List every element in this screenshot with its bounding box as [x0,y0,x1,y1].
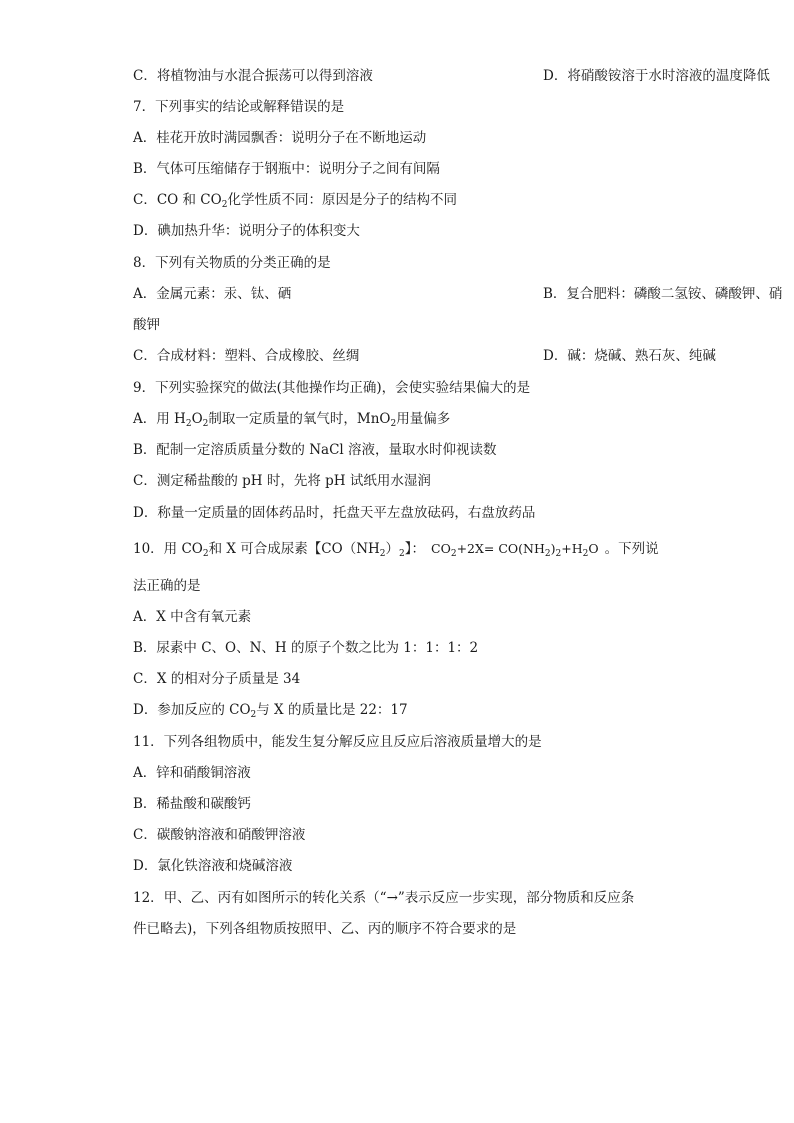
q8-options-ab [133,285,783,303]
q10-stem-cont: 法正确的是 [133,578,201,594]
q11-option-c: C．碳酸钠溶液和硝酸钾溶液 [133,827,306,843]
q8-option-b-cont: 酸钾 [133,317,160,333]
q8-option-c: C．合成材料：塑料、合成橡胶、丝绸 [133,348,360,364]
q8-options-cd [133,347,716,365]
q9-option-d: D．称量一定质量的固体药品时，托盘天平左盘放砝码，右盘放药品 [133,505,536,521]
q12-stem-cont: 件已略去)，下列各组物质按照甲、乙、丙的顺序不符合要求的是 [133,921,517,937]
q10-option-c: C．X 的相对分子质量是 34 [133,671,301,687]
q7-stem: 7．下列事实的结论或解释错误的是 [133,99,345,115]
q11-option-b: B．稀盐酸和碳酸钙 [133,796,251,812]
q7-option-d: D．碘加热升华：说明分子的体积变大 [133,223,360,239]
q8-stem: 8．下列有关物质的分类正确的是 [133,255,331,271]
q7-option-c: C．CO 和 $CO_2$化学性质不同：原因是分子的结构不同 [133,192,457,210]
q8-option-d: D．碱：烧碱、熟石灰、纯碱 [543,348,716,364]
q6-option-c: C．将植物油与水混合振荡可以得到溶液 [133,68,373,84]
q9-option-c: C．测定稀盐酸的 pH 时，先将 pH 试纸用水湿润 [133,473,431,489]
q10-option-b: B．尿素中 C、O、N、H 的原子个数之比为 1：1：1：2 [133,640,479,656]
q6-option-d: D．将硝酸铵溶于水时溶液的温度降低 [543,68,770,84]
q7-option-a: A．桂花开放时满园飘香：说明分子在不断地运动 [133,130,427,146]
q9-option-b: B．配制一定溶质质量分数的 NaCl 溶液，量取水时仰视读数 [133,442,497,458]
q9-stem: 9．下列实验探究的做法(其他操作均正确)，会使实验结果偏大的是 [133,380,531,396]
q10-equation: $CO_2+2X= CO(NH_2)_2+H_2O$ [431,541,599,559]
q11-option-a: A．锌和硝酸铜溶液 [133,765,251,781]
q10-option-d: D．参加反应的 $CO_2$与 X 的质量比是 22：17 [133,702,408,720]
q7-option-b: B．气体可压缩储存于钢瓶中：说明分子之间有间隔 [133,161,440,177]
q8-option-b: B．复合肥料：磷酸二氢铵、磷酸钾、硝 [543,286,783,302]
q11-stem: 11．下列各组物质中，能发生复分解反应且反应后溶液质量增大的是 [133,734,542,750]
q9-option-a: A．用 $H_2O_2$制取一定质量的氧气时，MnO$_2$用量偏多 [133,411,451,429]
q8-option-a: A．金属元素：汞、钛、硒 [133,286,292,302]
q10-option-a: A．X 中含有氧元素 [133,609,252,625]
q10-stem: 10．用 $CO_2$和 X 可合成尿素【$CO(NH_2)_2$】： $CO_2+2X= CO(NH_2)_2+H_2O$ 。下列说 [133,541,659,559]
q6-options-cd [133,67,770,85]
q12-stem: 12．甲、乙、丙有如图所示的转化关系（“→”表示反应一步实现，部分物质和反应条 [133,890,635,906]
q11-option-d: D．氯化铁溶液和烧碱溶液 [133,858,293,874]
